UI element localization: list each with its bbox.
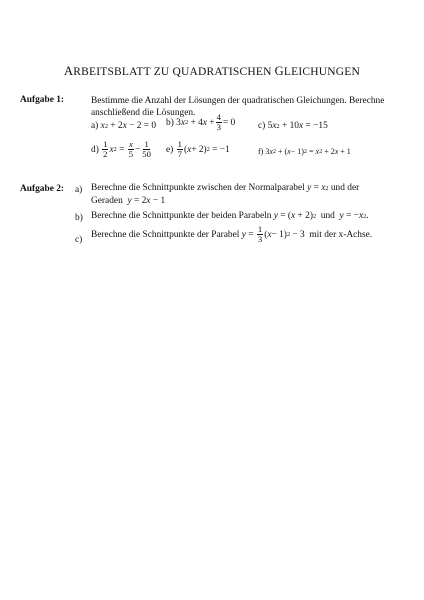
task2-a-line2: Geraden y = 2 x − 1 <box>91 196 166 206</box>
task1-item-b: b) 3 x 2 + 4 x + $\frac{4}{3}$ = 0 <box>166 112 236 132</box>
task2-label: Aufgabe 2: <box>20 184 65 194</box>
task2-b-text: Berechne die Schnittpunkte der beiden Parabeln y = ( x + 2) 2 und y = − x 2 . <box>91 211 369 221</box>
task2-a-label: a) <box>75 185 83 195</box>
task1-item-a: a) x 2 + 2 x − 2 = 0 <box>91 121 157 131</box>
task2-a-line1: Berechne die Schnittpunkte zwischen der Normalparabel y = x 2 und der <box>91 183 360 193</box>
task1-item-e: e) $\frac{1}{7}$ ( x + 2) 2 = −1 <box>166 139 230 159</box>
task2-c-text: Berechne die Schnittpunkte der Parabel y = $\frac{1}{3}$ ( x − 1) 2 − 3 mit der x-Achse. <box>91 224 373 244</box>
worksheet-title: ARBEITSBLATT ZU QUADRATISCHEN GLEICHUNGEN <box>64 64 360 78</box>
task1-item-c: c) 5 x 2 + 10 x = −15 <box>258 121 328 131</box>
task1-label: Aufgabe 1: <box>20 95 65 105</box>
task1-item-d: d) $\frac{1}{2}$ x 2 = $\frac{x}{5}$ − $\frac{1}{50}$ <box>91 139 151 159</box>
task1-text: Bestimme die Anzahl der Lösungen der quadratischen Gleichungen. Berechne anschließend die Lösungen. <box>91 96 385 118</box>
task2-b-label: b) <box>75 213 83 223</box>
task1-item-f: f) 3 x 2 + ( x − 1) 2 = x 2 + 2 x + 1 <box>258 147 351 156</box>
task2-c-label: c) <box>75 235 83 245</box>
